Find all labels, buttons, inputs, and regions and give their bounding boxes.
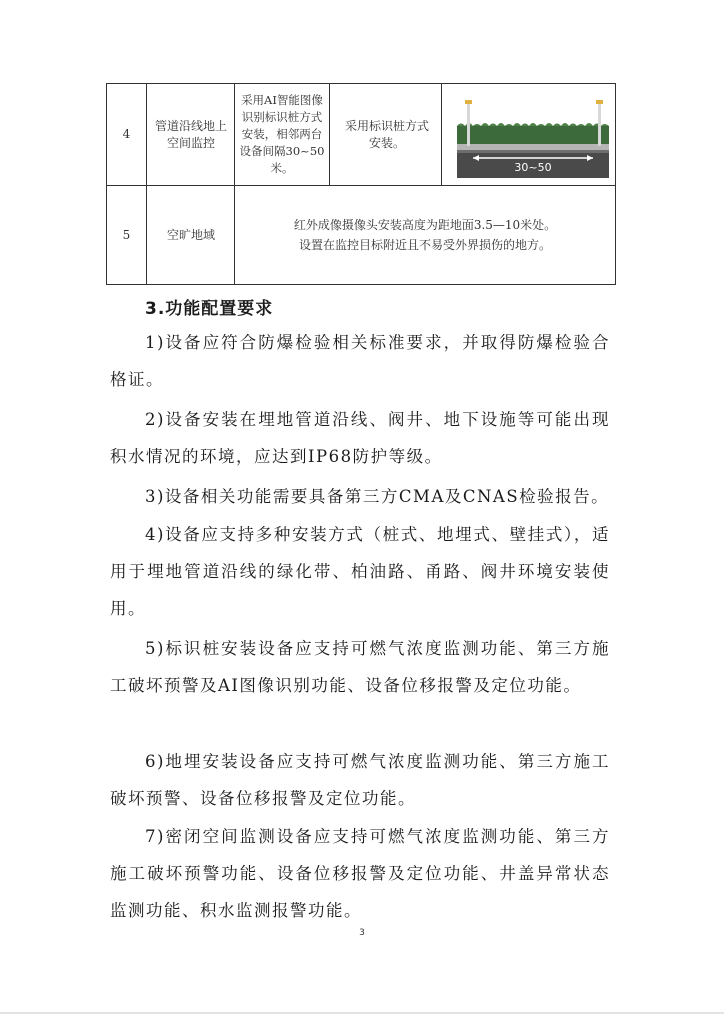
requirement-2: 2)设备安装在埋地管道沿线、阀井、地下设施等可能出现积水情况的环境，应达到IP68防护等级。 bbox=[110, 410, 610, 466]
requirement-5: 5)标识桩安装设备应支持可燃气浓度监测功能、第三方施工破坏预警及AI图像识别功能、设备位移报警及定位功能。 bbox=[110, 639, 610, 695]
requirement-7: 7)密闭空间监测设备应支持可燃气浓度监测功能、第三方施工破坏预警功能、设备位移报警及定位功能、井盖异常状态监测功能、积水监测报警功能。 bbox=[110, 827, 610, 920]
requirement-1: 1)设备应符合防爆检验相关标准要求，并取得防爆检验合格证。 bbox=[110, 333, 610, 389]
row4-install: 采用标识桩方式安装。 bbox=[345, 118, 430, 150]
distance-label: 30~50 bbox=[514, 161, 552, 174]
row5-name: 空旷地域 bbox=[166, 227, 215, 242]
footer-divider bbox=[0, 1012, 724, 1014]
page-number: 3 bbox=[359, 928, 365, 938]
row4-number: 4 bbox=[122, 127, 131, 141]
marker-post-installation-figure bbox=[451, 90, 615, 180]
requirement-6: 6)地埋安装设备应支持可燃气浓度监测功能、第三方施工破坏预警、设备位移报警及定位功能。 bbox=[110, 752, 610, 808]
section-heading: 3.功能配置要求 bbox=[145, 299, 274, 319]
row5-note-line2: 设置在监控目标附近且不易受外界损伤的地方。 bbox=[298, 238, 551, 252]
row5-number: 5 bbox=[122, 227, 131, 242]
requirements-table bbox=[106, 83, 616, 285]
requirement-3: 3)设备相关功能需要具备第三方CMA及CNAS检验报告。 bbox=[145, 487, 610, 506]
requirement-4: 4)设备应支持多种安装方式（桩式、地埋式、壁挂式），适用于埋地管道沿线的绿化带、柏油路、甬路、阀井环境安装使用。 bbox=[110, 525, 610, 618]
row4-name: 管道沿线地上空间监控 bbox=[154, 118, 227, 150]
row5-note-line1: 红外成像摄像头安装高度为距地面3.5—10米处。 bbox=[293, 218, 557, 232]
row4-method: 采用AI智能图像识别标识桩方式安装，相邻两台设备间隔30~50米。 bbox=[239, 93, 325, 175]
row5-note bbox=[235, 185, 615, 285]
